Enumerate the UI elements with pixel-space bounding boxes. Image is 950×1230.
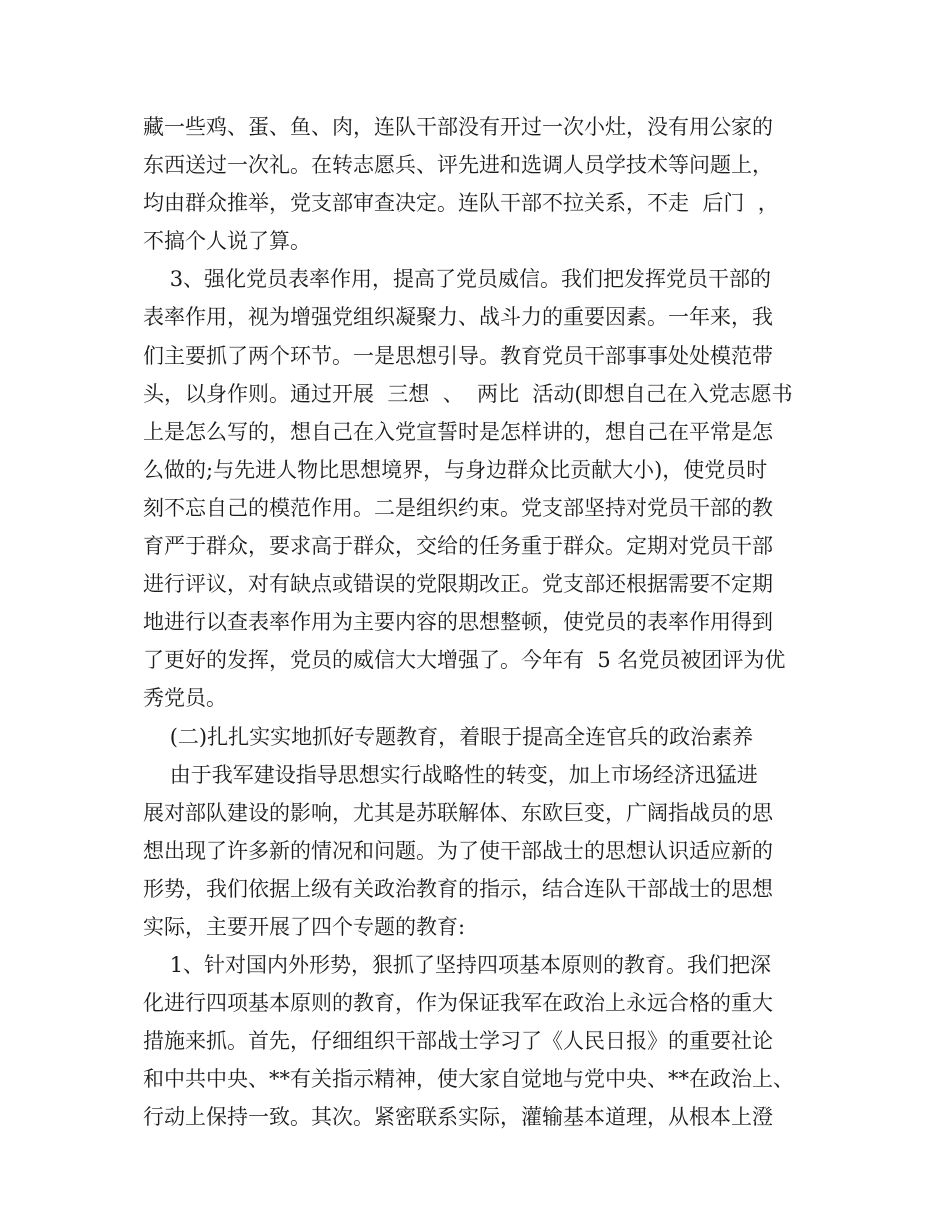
text-line: 秀党员。 <box>143 686 227 711</box>
text-line: 由于我军建设指导思想实行战略性的转变，加上市场经济迅猛进 <box>143 762 758 787</box>
text-line: 均由群众推举，党支部审查决定。连队干部不拉关系，不走 后门 ， <box>143 191 779 216</box>
text-line: 地进行以查表率作用为主要内容的思想整顿，使党员的表率作用得到 <box>143 610 773 635</box>
text-line: 进行评议，对有缺点或错误的党限期改正。党支部还根据需要不定期 <box>143 572 773 597</box>
text-line: 刻不忘自己的模范作用。二是组织约束。党支部坚持对党员干部的教 <box>143 495 773 520</box>
text-line: 措施来抓。首先，仔细组织干部战士学习了《人民日报》的重要社论 <box>143 1029 773 1054</box>
text-line: 头，以身作则。通过开展 三想 、 两比 活动(即想自己在入党志愿书 <box>143 381 793 406</box>
text-line: 表率作用，视为增强党组织凝聚力、战斗力的重要因素。一年来，我 <box>143 305 773 330</box>
section-heading: (二)扎扎实实地抓好专题教育，着眼于提高全连官兵的政治素养 <box>143 724 754 749</box>
text-line: 们主要抓了两个环节。一是思想引导。教育党员干部事事处处模范带 <box>143 343 773 368</box>
text-line: 育严于群众，要求高于群众，交给的任务重于群众。定期对党员干部 <box>143 534 773 559</box>
text-line: 展对部队建设的影响，尤其是苏联解体、东欧巨变，广阔指战员的思 <box>143 800 773 825</box>
text-line: 么做的;与先进人物比思想境界，与身边群众比贡献大小)，使党员时 <box>143 457 768 482</box>
text-line: 了更好的发挥，党员的威信大大增强了。今年有 5 名党员被团评为优 <box>143 648 786 673</box>
text-line: 行动上保持一致。其次。紧密联系实际，灌输基本道理，从根本上澄 <box>143 1105 773 1130</box>
text-line: 化进行四项基本原则的教育，作为保证我军在政治上永远合格的重大 <box>143 991 773 1016</box>
text-line: 不搞个人说了算。 <box>143 229 311 254</box>
text-line: 实际，主要开展了四个专题的教育: <box>143 914 466 939</box>
text-line: 上是怎么写的，想自己在入党宣誓时是怎样讲的，想自己在平常是怎 <box>143 419 773 444</box>
text-line: 想出现了许多新的情况和问题。为了使干部战士的思想认识适应新的 <box>143 838 773 863</box>
text-line: 3、强化党员表率作用，提高了党员威信。我们把发挥党员干部的 <box>143 267 772 292</box>
text-line: 东西送过一次礼。在转志愿兵、评先进和选调人员学技术等问题上， <box>143 153 773 178</box>
text-line: 1、针对国内外形势，狠抓了坚持四项基本原则的教育。我们把深 <box>143 953 772 978</box>
text-line: 形势，我们依据上级有关政治教育的指示，结合连队干部战士的思想 <box>143 876 773 901</box>
text-line: 藏一些鸡、蛋、鱼、肉，连队干部没有开过一次小灶，没有用公家的 <box>143 115 773 139</box>
document-body <box>143 108 803 1137</box>
text-line: 和中共中央、**有关指示精神，使大家自觉地与党中央、**在政治上、 <box>143 1067 794 1092</box>
